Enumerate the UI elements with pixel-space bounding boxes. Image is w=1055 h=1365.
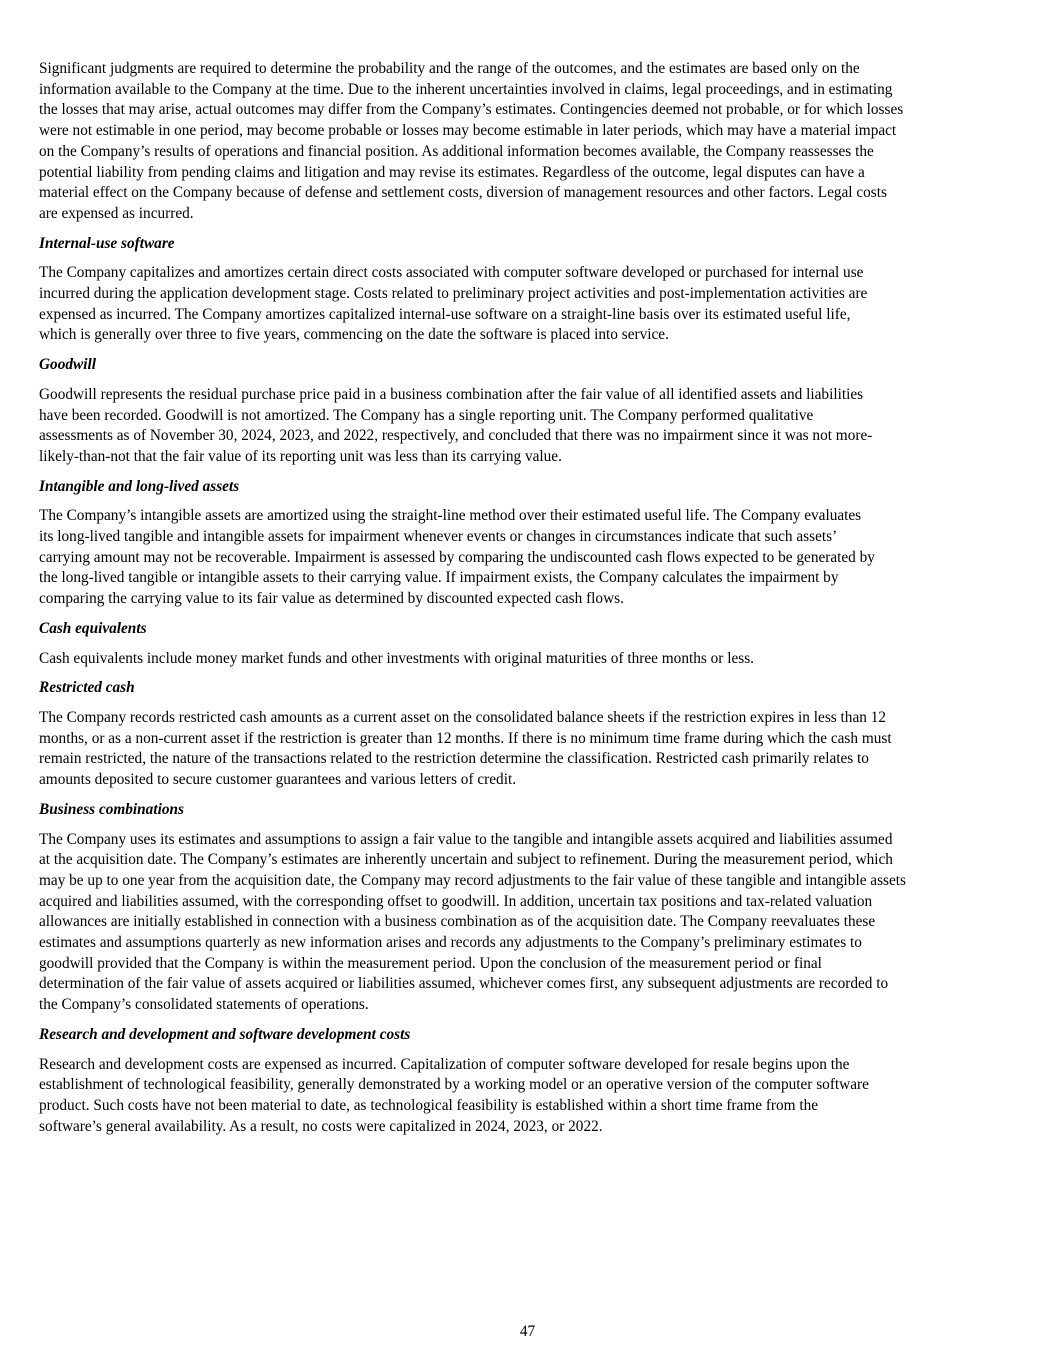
intro-paragraph: Significant judgments are required to determine the probability and the range of the outcomes, and the estimates are based only on the information available to the Company at the time. Due to the inherent uncertainties involved in claims, legal proceedings, and in estimating the losses that may arise, actual outcomes may differ from the Company’s estimates. Contingencies deemed not probable, or for which losses were not estimable in one period, may become probable or losses may become estimable in later periods, which may have a material impact on the Company’s results of operations and financial position. As additional information becomes available, the Company reassesses the potential liability from pending claims and litigation and may revise its estimates. Regardless of the outcome, legal disputes can have a material effect on the Company because of defense and settlement costs, diversion of management resources and other factors. Legal costs are expensed as incurred. [39, 60, 904, 222]
heading-cash-equivalents: Cash equivalents [39, 619, 147, 637]
paragraph-internal-use-software: The Company capitalizes and amortizes certain direct costs associated with computer software developed or purchased for internal use incurred during the application development stage. Costs related to preliminary project activities and post-implementation activities are expensed as incurred. The Company amortizes capitalized internal-use software on a straight-line basis over its estimated useful life, which is generally over three to five years, commencing on the date the software is placed into service. [39, 264, 868, 344]
heading-business-combinations: Business combinations [39, 800, 184, 818]
heading-internal-use-software: Internal-use software [39, 234, 175, 252]
heading-goodwill: Goodwill [39, 356, 96, 374]
heading-restricted-cash: Restricted cash [39, 679, 135, 697]
paragraph-restricted-cash: The Company records restricted cash amounts as a current asset on the consolidated balance sheets if the restriction expires in less than 12 months, or as a non-current asset if the restriction is greater than 12 months. If there is no minimum time frame during which the cash must remain restricted, the nature of the transactions related to the restriction determine the classification. Restricted cash primarily relates to amounts deposited to secure customer guarantees and various letters of credit. [39, 708, 892, 789]
paragraph-business-combinations: The Company uses its estimates and assumptions to assign a fair value to the tangible and intangible assets acquired and liabilities assumed at the acquisition date. The Company’s estimates are inherently uncertain and subject to refinement. During the measurement period, which may be up to one year from the acquisition date, the Company may record adjustments to the fair value of these tangible and intangible assets acquired and liabilities assumed, with the corresponding offset to goodwill. In addition, uncertain tax positions and tax-related valuation allowances are initially established in connection with a business combination as of the acquisition date. The Company reevaluates these estimates and assumptions quarterly as new information arises and records any adjustments to the Company’s preliminary estimates to goodwill provided that the Company is within the measurement period. Upon the conclusion of the measurement period or final determination of the fair value of assets acquired or liabilities assumed, whichever comes first, any subsequent adjustments are recorded to the Company’s consolidated statements of operations. [39, 830, 906, 1014]
paragraph-cash-equivalents: Cash equivalents include money market funds and other investments with original maturities of three months or less. [39, 649, 754, 667]
heading-intangible-assets: Intangible and long-lived assets [39, 477, 240, 495]
page-number: 47 [519, 1323, 536, 1340]
heading-research-development: Research and development and software development costs [39, 1025, 411, 1043]
paragraph-intangible-assets: The Company’s intangible assets are amortized using the straight-line method over their estimated useful life. The Company evaluates its long-lived tangible and intangible assets for impairment whenever events or changes in circumstances indicate that such assets’ carrying amount may not be recoverable. Impairment is assessed by comparing the undiscounted cash flows expected to be generated by the long-lived tangible or intangible assets to their carrying value. If impairment exists, the Company calculates the impairment by comparing the carrying value to its fair value as determined by discounted expected cash flows. [39, 507, 875, 608]
paragraph-goodwill: Goodwill represents the residual purchase price paid in a business combination after the fair value of all identified assets and liabilities have been recorded. Goodwill is not amortized. The Company has a single reporting unit. The Company performed qualitative assessments as of November 30, 2024, 2023, and 2022, respectively, and concluded that there was no impairment since it was not more- likely-than-not that the fair value of its reporting unit was less than its carrying value. [39, 385, 873, 465]
document-body [39, 59, 1019, 1146]
paragraph-research-development: Research and development costs are expensed as incurred. Capitalization of computer software developed for resale begins upon the establishment of technological feasibility, generally demonstrated by a working model or an operative version of the computer software product. Such costs have not been material to date, as technological feasibility is established within a short time frame from the software’s general availability. As a result, no costs were capitalized in 2024, 2023, or 2022. [39, 1055, 869, 1135]
